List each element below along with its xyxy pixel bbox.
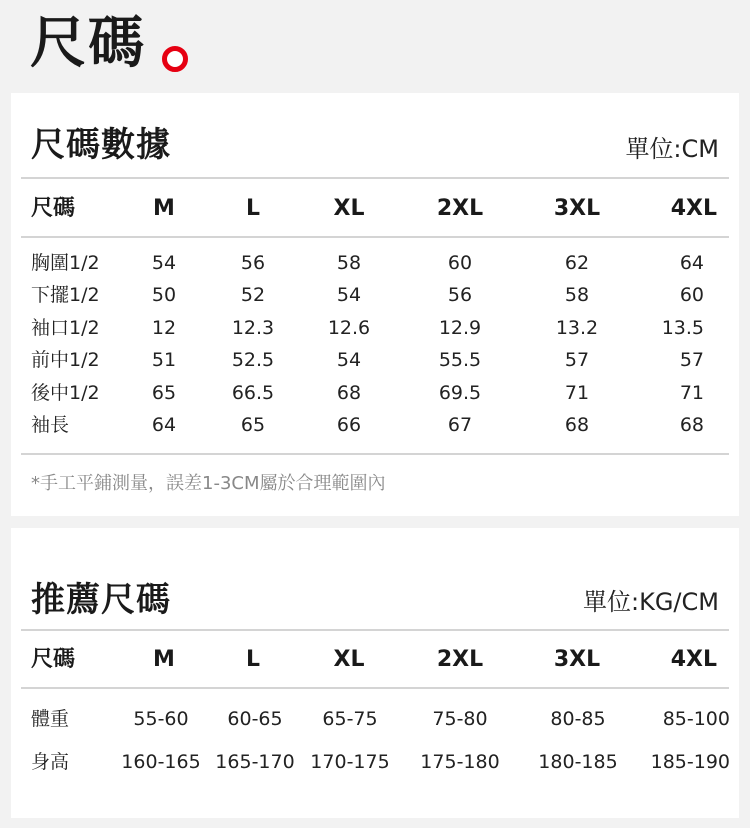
table-cell: 12.9 bbox=[438, 316, 482, 339]
table-cell: 69.5 bbox=[438, 381, 482, 404]
table-cell: 71 bbox=[679, 381, 704, 404]
size-data-unit: 單位:CM bbox=[625, 135, 719, 163]
table-cell: 85-100 bbox=[662, 708, 730, 730]
table-cell: 80-85 bbox=[550, 708, 606, 730]
row-label: 前中1/2 bbox=[31, 349, 100, 372]
table-cell: 60-65 bbox=[227, 708, 283, 730]
table-cell: 64 bbox=[151, 414, 177, 436]
divider bbox=[21, 236, 729, 238]
header-cell: 尺碼 bbox=[31, 196, 76, 221]
table-cell: 12.3 bbox=[231, 316, 275, 339]
table-row bbox=[11, 746, 739, 778]
header-cell: 2XL bbox=[436, 196, 484, 221]
recommend-card bbox=[11, 528, 739, 818]
table-cell: 65 bbox=[240, 414, 266, 436]
header-cell: 2XL bbox=[436, 647, 484, 672]
table-cell: 52 bbox=[240, 284, 266, 307]
table-row bbox=[11, 247, 739, 279]
row-label: 袖口1/2 bbox=[31, 316, 100, 339]
table-cell: 54 bbox=[151, 252, 177, 274]
measurement-note: *手工平鋪測量，誤差1-3CM屬於合理範圍內 bbox=[31, 473, 386, 494]
table-cell: 185-190 bbox=[650, 751, 730, 773]
table-row bbox=[11, 377, 739, 409]
table-cell: 13.5 bbox=[661, 316, 704, 339]
table-cell: 180-185 bbox=[538, 751, 618, 773]
table-cell: 13.2 bbox=[555, 316, 599, 339]
table-cell: 52.5 bbox=[231, 349, 275, 372]
table-row bbox=[11, 312, 739, 344]
header-cell: 3XL bbox=[553, 647, 601, 672]
divider bbox=[21, 629, 729, 631]
table-cell: 55-60 bbox=[133, 708, 189, 730]
table-cell: 65-75 bbox=[322, 708, 378, 730]
table-cell: 71 bbox=[564, 381, 590, 404]
table-cell: 67 bbox=[447, 414, 473, 436]
table-cell: 160-165 bbox=[121, 751, 201, 773]
divider bbox=[21, 177, 729, 179]
table-row bbox=[11, 409, 739, 441]
table-cell: 68 bbox=[336, 381, 362, 404]
table-cell: 170-175 bbox=[310, 751, 390, 773]
table-cell: 56 bbox=[447, 284, 473, 307]
table-cell: 68 bbox=[564, 414, 590, 436]
row-label: 身高 bbox=[31, 751, 70, 773]
table-cell: 60 bbox=[447, 252, 473, 274]
table-row bbox=[11, 703, 739, 735]
table-cell: 62 bbox=[564, 252, 590, 274]
divider bbox=[21, 453, 729, 455]
header-cell: L bbox=[245, 196, 261, 221]
table-cell: 55.5 bbox=[438, 349, 482, 372]
header-cell: 4XL bbox=[670, 196, 717, 221]
header-cell: 4XL bbox=[670, 647, 717, 672]
header-cell: 3XL bbox=[553, 196, 601, 221]
row-label: 袖長 bbox=[31, 414, 70, 436]
table-row bbox=[11, 279, 739, 311]
table-row bbox=[11, 344, 739, 376]
table-cell: 64 bbox=[679, 252, 704, 274]
row-label: 下擺1/2 bbox=[31, 284, 100, 307]
size-data-card bbox=[11, 93, 739, 516]
page-title: 尺碼 bbox=[30, 11, 146, 76]
table-cell: 54 bbox=[336, 349, 362, 372]
table-cell: 58 bbox=[336, 252, 362, 274]
row-label: 胸圍1/2 bbox=[31, 252, 100, 274]
table-cell: 57 bbox=[679, 349, 704, 372]
table-cell: 65 bbox=[151, 381, 177, 404]
table-cell: 54 bbox=[336, 284, 362, 307]
table-header-row bbox=[11, 193, 739, 225]
header-cell: M bbox=[153, 647, 175, 672]
table-cell: 58 bbox=[564, 284, 590, 307]
table-cell: 66.5 bbox=[231, 381, 275, 404]
table-cell: 56 bbox=[240, 252, 266, 274]
table-header-row bbox=[11, 644, 739, 676]
header-cell: 尺碼 bbox=[31, 647, 76, 672]
size-data-title: 尺碼數據 bbox=[31, 125, 171, 165]
header-cell: L bbox=[245, 647, 261, 672]
row-label: 後中1/2 bbox=[31, 381, 100, 404]
row-label: 體重 bbox=[31, 708, 70, 730]
table-cell: 12.6 bbox=[327, 316, 371, 339]
table-cell: 12 bbox=[151, 316, 177, 339]
table-cell: 68 bbox=[679, 414, 704, 436]
recommend-title: 推薦尺碼 bbox=[31, 580, 171, 620]
table-cell: 165-170 bbox=[215, 751, 295, 773]
header-cell: XL bbox=[333, 196, 365, 221]
red-circle-icon bbox=[162, 46, 188, 72]
divider bbox=[21, 687, 729, 689]
table-cell: 75-80 bbox=[432, 708, 488, 730]
table-cell: 57 bbox=[564, 349, 590, 372]
header-cell: XL bbox=[333, 647, 365, 672]
header-cell: M bbox=[153, 196, 175, 221]
table-cell: 50 bbox=[151, 284, 177, 307]
recommend-unit: 單位:KG/CM bbox=[583, 588, 719, 616]
table-cell: 66 bbox=[336, 414, 362, 436]
table-cell: 60 bbox=[679, 284, 704, 307]
table-cell: 51 bbox=[151, 349, 177, 372]
table-cell: 175-180 bbox=[420, 751, 500, 773]
